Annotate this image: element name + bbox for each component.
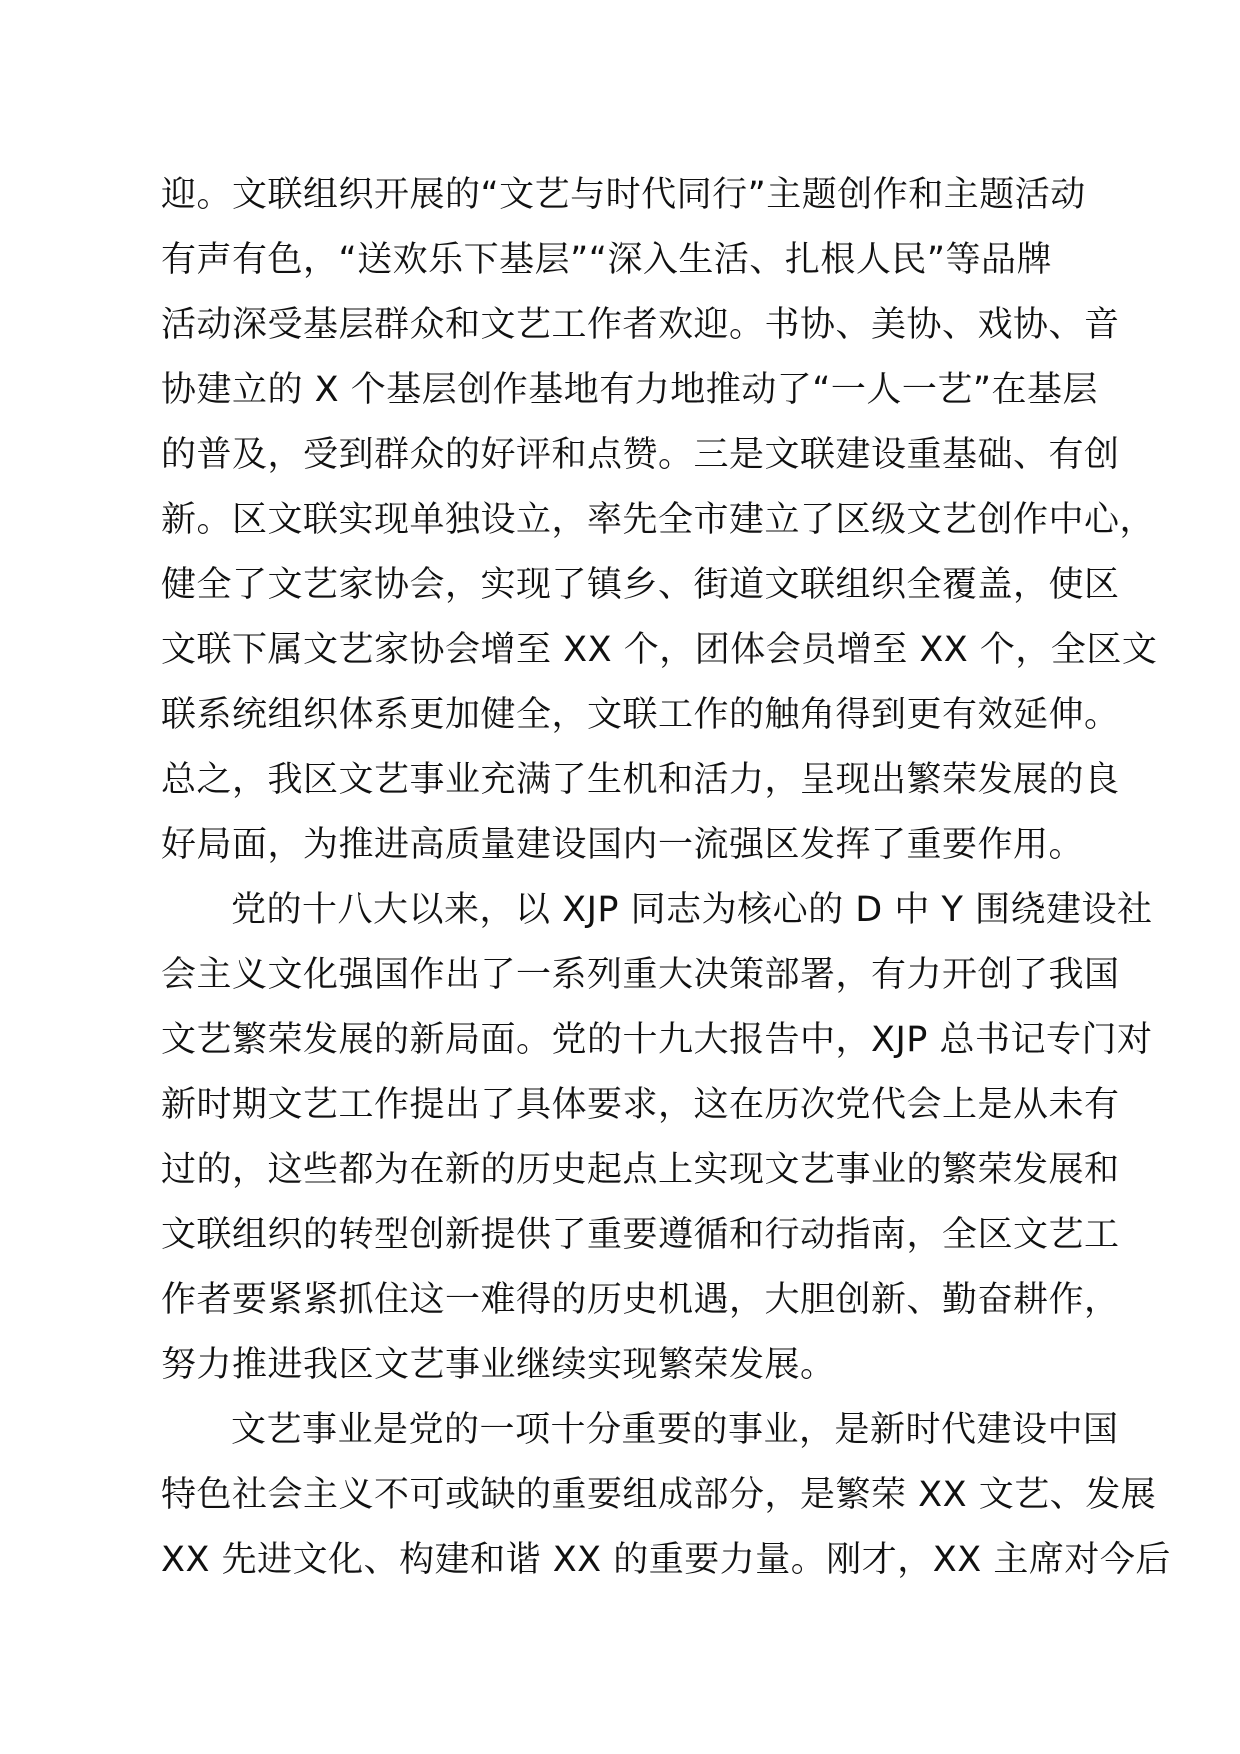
paragraph-line: 过的，这些都为在新的历史起点上实现文艺事业的繁荣发展和 (161, 1150, 1120, 1190)
paragraph-line: 活动深受基层群众和文艺工作者欢迎。书协、美协、戏协、音 (161, 305, 1120, 345)
paragraph-line: 特色社会主义不可或缺的重要组成部分，是繁荣 XX 文艺、发展 (161, 1475, 1157, 1515)
paragraph-line: 健全了文艺家协会，实现了镇乡、街道文联组织全覆盖，使区 (161, 565, 1120, 605)
paragraph-line: 文艺繁荣发展的新局面。党的十九大报告中，XJP 总书记专门对 (161, 1020, 1153, 1060)
paragraph-line: 新。区文联实现单独设立，率先全市建立了区级文艺创作中心， (161, 500, 1156, 540)
paragraph-line: 协建立的 X 个基层创作基地有力地推动了“一人一艺”在基层 (161, 370, 1098, 410)
paragraph-line: XX 先进文化、构建和谐 XX 的重要力量。刚才，XX 主席对今后 (161, 1540, 1171, 1580)
paragraph-line: 文联组织的转型创新提供了重要遵循和行动指南，全区文艺工 (161, 1215, 1120, 1255)
paragraph-line: 联系统组织体系更加健全，文联工作的触角得到更有效延伸。 (161, 695, 1120, 735)
paragraph-line: 作者要紧紧抓住这一难得的历史机遇，大胆创新、勤奋耕作， (161, 1280, 1120, 1320)
paragraph-line: 会主义文化强国作出了一系列重大决策部署，有力开创了我国 (161, 955, 1120, 995)
paragraph-line: 新时期文艺工作提出了具体要求，这在历次党代会上是从未有 (161, 1085, 1120, 1125)
paragraph-line: 总之，我区文艺事业充满了生机和活力，呈现出繁荣发展的良 (161, 760, 1120, 800)
paragraph-line: 文联下属文艺家协会增至 XX 个，团体会员增至 XX 个，全区文 (161, 630, 1158, 670)
paragraph-line: 努力推进我区文艺事业继续实现繁荣发展。 (161, 1345, 836, 1385)
paragraph-line: 有声有色，“送欢乐下基层”“深入生活、扎根人民”等品牌 (161, 240, 1053, 280)
paragraph-line: 文艺事业是党的一项十分重要的事业，是新时代建设中国 (231, 1410, 1119, 1450)
paragraph-2 (161, 878, 1153, 1398)
paragraph-1 (161, 163, 1158, 878)
paragraph-line: 好局面，为推进高质量建设国内一流强区发挥了重要作用。 (161, 825, 1085, 865)
paragraph-line: 迎。文联组织开展的“文艺与时代同行”主题创作和主题活动 (161, 175, 1086, 215)
document-body (161, 163, 1171, 1593)
paragraph-line: 党的十八大以来，以 XJP 同志为核心的 D 中 Y 围绕建设社 (231, 890, 1153, 930)
paragraph-3 (161, 1398, 1171, 1593)
paragraph-line: 的普及，受到群众的好评和点赞。三是文联建设重基础、有创 (161, 435, 1120, 475)
